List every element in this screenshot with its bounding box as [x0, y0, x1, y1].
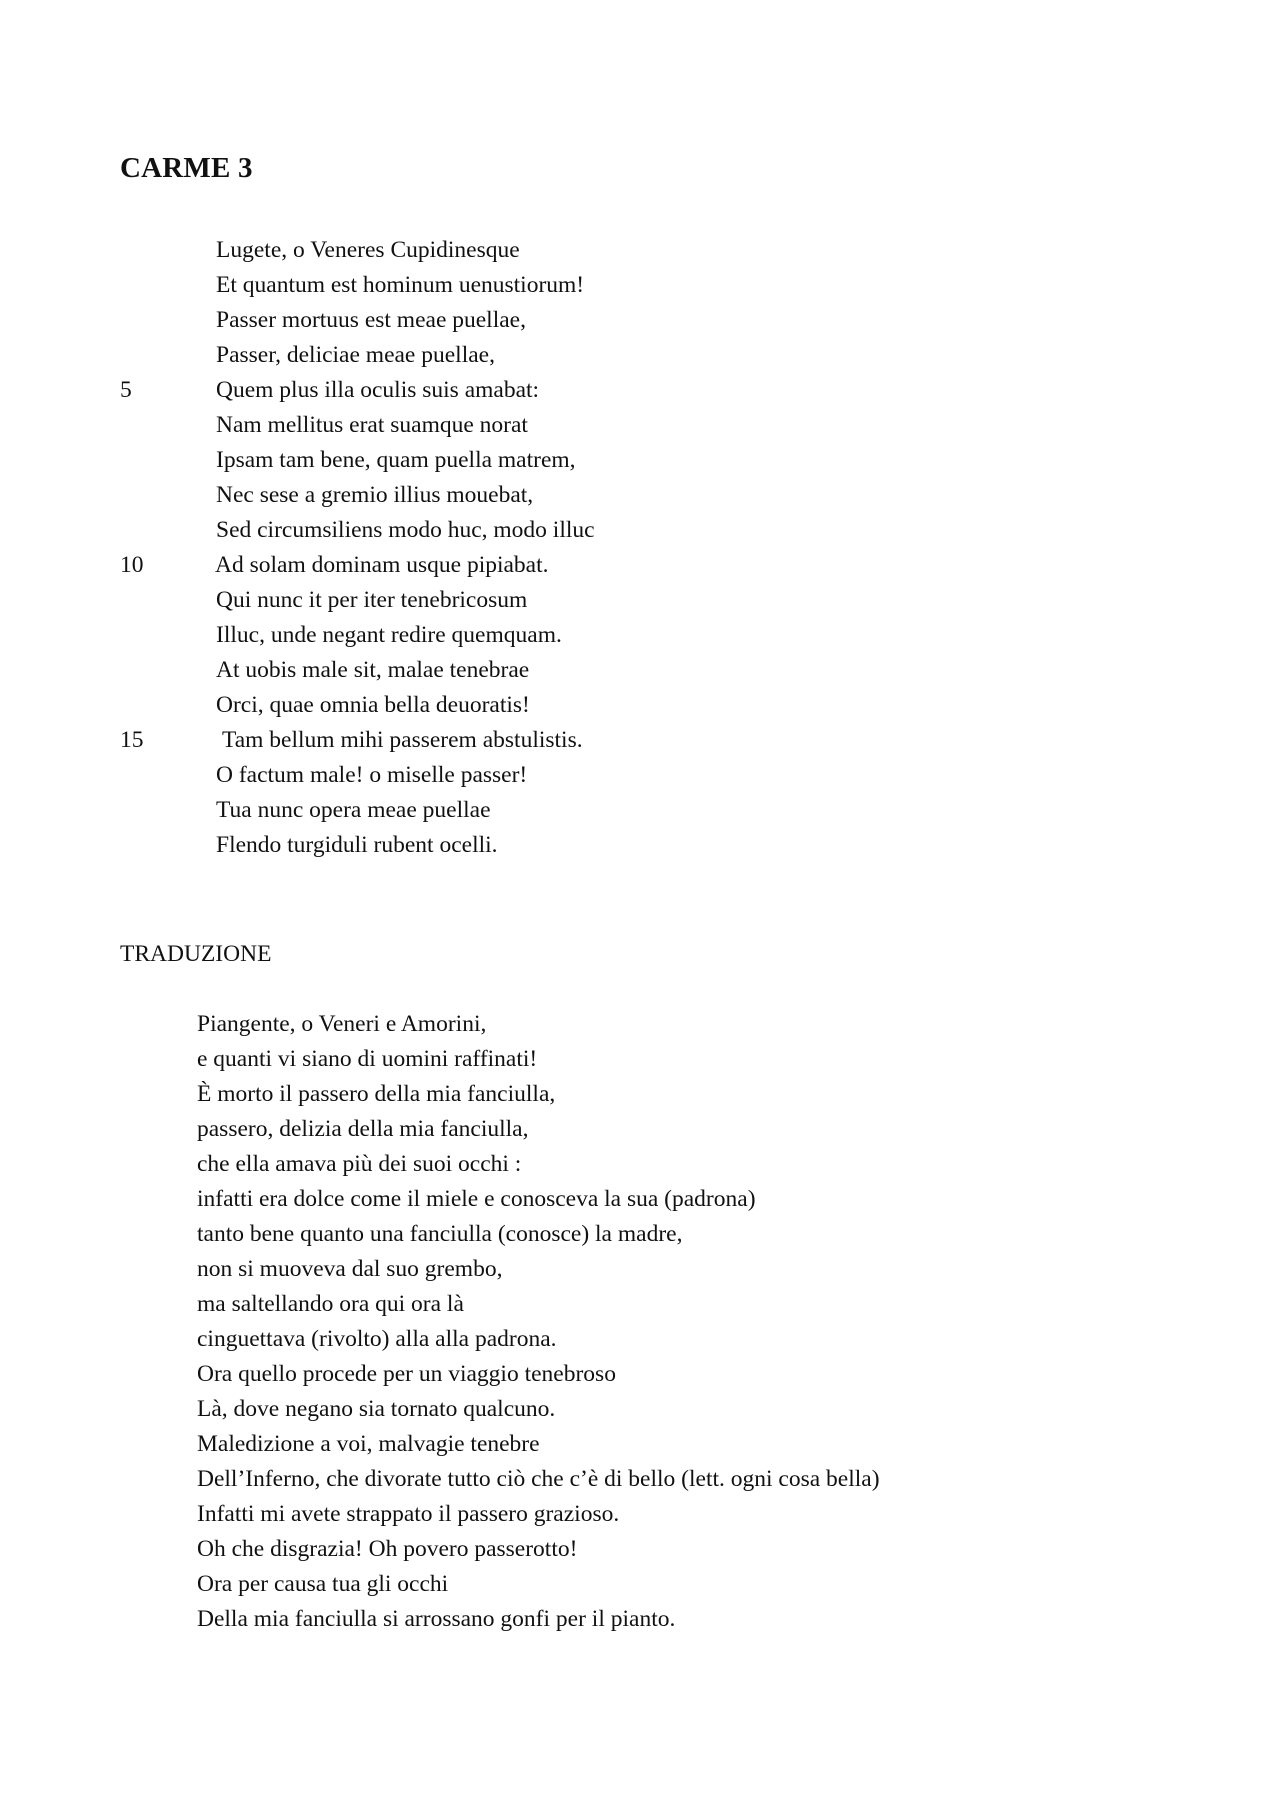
- poem-line: [120, 688, 1160, 723]
- poem-line: [120, 583, 1160, 618]
- translation-line: cinguettava (rivolto) alla alla padrona.: [197, 1326, 557, 1352]
- translation-line: Infatti mi avete strappato il passero grazioso.: [197, 1501, 620, 1527]
- translation-line: Della mia fanciulla si arrossano gonfi per il pianto.: [197, 1606, 676, 1632]
- translation-line: Ora quello procede per un viaggio tenebroso: [197, 1361, 616, 1387]
- line-text: At uobis male sit, malae tenebrae: [216, 657, 530, 683]
- line-text: Ad solam dominam usque pipiabat.: [215, 552, 549, 578]
- translation-line: tanto bene quanto una fanciulla (conosce) la madre,: [197, 1221, 683, 1247]
- line-text: Lugete, o Veneres Cupidinesque: [216, 237, 520, 263]
- poem-line: [120, 513, 1160, 548]
- line-text: Sed circumsiliens modo huc, modo illuc: [216, 517, 595, 543]
- poem-line: [120, 723, 1160, 758]
- italian-translation: [197, 1007, 1197, 1637]
- line-text: Tam bellum mihi passerem abstulistis.: [222, 727, 583, 753]
- poem-line: [120, 408, 1160, 443]
- poem-title: CARME 3: [120, 152, 253, 184]
- poem-line: [120, 828, 1160, 863]
- poem-line: [120, 338, 1160, 373]
- translation-line: passero, delizia della mia fanciulla,: [197, 1116, 529, 1142]
- latin-poem: [120, 233, 1160, 863]
- translation-line: ma saltellando ora qui ora là: [197, 1291, 464, 1317]
- line-text: O factum male! o miselle passer!: [216, 762, 528, 788]
- translation-line: che ella amava più dei suoi occhi :: [197, 1151, 522, 1177]
- line-text: Et quantum est hominum uenustiorum!: [216, 272, 585, 298]
- translation-line: Dell’Inferno, che divorate tutto ciò che c’è di bello (lett. ogni cosa bella): [197, 1466, 880, 1492]
- translation-line: Là, dove negano sia tornato qualcuno.: [197, 1396, 556, 1422]
- line-text: Passer, deliciae meae puellae,: [216, 342, 495, 368]
- line-text: Orci, quae omnia bella deuoratis!: [216, 692, 530, 718]
- translation-line: non si muoveva dal suo grembo,: [197, 1256, 503, 1282]
- translation-line: Oh che disgrazia! Oh povero passerotto!: [197, 1536, 578, 1562]
- line-text: Nam mellitus erat suamque norat: [216, 412, 528, 438]
- line-number: 15: [120, 727, 144, 753]
- translation-line: Piangente, o Veneri e Amorini,: [197, 1011, 487, 1037]
- poem-line: [120, 303, 1160, 338]
- poem-line: [120, 268, 1160, 303]
- poem-line: [120, 618, 1160, 653]
- poem-line: [120, 443, 1160, 478]
- line-number: 10: [120, 552, 144, 578]
- line-text: Passer mortuus est meae puellae,: [216, 307, 526, 333]
- translation-title: TRADUZIONE: [120, 941, 272, 967]
- line-text: Nec sese a gremio illius mouebat,: [216, 482, 534, 508]
- line-text: Qui nunc it per iter tenebricosum: [216, 587, 528, 613]
- translation-line: Maledizione a voi, malvagie tenebre: [197, 1431, 540, 1457]
- line-text: Tua nunc opera meae puellae: [216, 797, 491, 823]
- line-text: Quem plus illa oculis suis amabat:: [216, 377, 540, 403]
- translation-line: e quanti vi siano di uomini raffinati!: [197, 1046, 538, 1072]
- poem-line: [120, 758, 1160, 793]
- line-number: 5: [120, 377, 132, 403]
- line-text: Illuc, unde negant redire quemquam.: [216, 622, 562, 648]
- translation-line: È morto il passero della mia fanciulla,: [197, 1081, 556, 1107]
- line-text: Ipsam tam bene, quam puella matrem,: [216, 447, 576, 473]
- translation-line: Ora per causa tua gli occhi: [197, 1571, 449, 1597]
- poem-line: [120, 653, 1160, 688]
- poem-line: [120, 373, 1160, 408]
- translation-line: infatti era dolce come il miele e conosceva la sua (padrona): [197, 1186, 756, 1212]
- poem-line: [120, 548, 1160, 583]
- poem-line: [120, 233, 1160, 268]
- poem-line: [120, 793, 1160, 828]
- poem-line: [120, 478, 1160, 513]
- line-text: Flendo turgiduli rubent ocelli.: [216, 832, 498, 858]
